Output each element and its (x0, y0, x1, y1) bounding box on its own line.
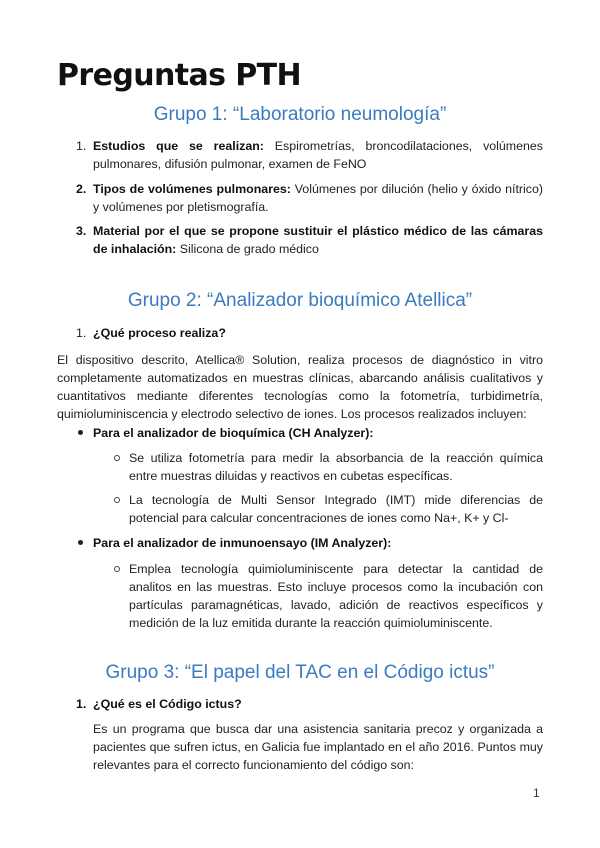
group1-item-3 (93, 222, 543, 258)
group3-answer: Es un programa que busca dar una asistencia sanitaria precoz y organizada a pacientes que sufren ictus, en Galicia fue implantado en el año 2016. Puntos muy relevantes para el correcto funcionamiento del código son: (93, 722, 543, 772)
group1-heading: Grupo 1: “Laboratorio neumología” (153, 104, 447, 125)
group2-bullet-2-sub-1: Emplea tecnología quimioluminiscente para detectar la cantidad de analitos en las muestras. Esto incluye procesos como la incubación con partículas paramagnéticas, lavado, adición de reactivos específicos y medición de la luz emitida durante la reacción quimioluminiscente. (129, 562, 543, 630)
group2-bullet-2-label: Para el analizador de inmunoensayo (IM Analyzer): (93, 536, 392, 550)
group1-item-2-label: Tipos de volúmenes pulmonares: (93, 182, 291, 196)
group1-item-2-text: Volúmenes por dilución (helio y óxido nítrico) y volúmenes por pletismografía. (93, 182, 543, 214)
group2-intro: El dispositivo descrito, Atellica® Solution, realiza procesos de diagnóstico in vitro completamente automatizados en muestras clínicas, abarcando análisis cualitativos y cuantitativos mediante diferentes tecnologías como la fotometría, turbidimetría, quimioluminiscencia y electrodo selectivo de iones. Los procesos realizados incluyen: (57, 353, 543, 421)
group3-question-number: 1. (76, 697, 87, 711)
group1-item-1-text: Espirometrías, broncodilataciones, volúmenes pulmonares, difusión pulmonar, examen de FeNO (93, 139, 543, 171)
group2-question: ¿Qué proceso realiza? (93, 326, 226, 340)
circle-bullet-icon (114, 455, 120, 461)
circle-bullet-icon (114, 566, 120, 572)
group3-heading: Grupo 3: “El papel del TAC en el Código ictus” (105, 662, 495, 683)
group1-item-1-label: Estudios que se realizan: (93, 139, 264, 153)
bullet-icon (78, 430, 83, 435)
group1-item-1 (93, 137, 543, 173)
group1-item-3-text: Silicona de grado médico (176, 242, 319, 256)
group1-item-3-number: 3. (76, 224, 87, 238)
bullet-icon (78, 540, 83, 545)
group2-bullet-1-label: Para el analizador de bioquímica (CH Analyzer): (93, 426, 374, 440)
group2-question-number: 1. (76, 326, 87, 340)
group1-item-1-number: 1. (76, 139, 87, 153)
document-title: Preguntas PTH (57, 58, 301, 93)
page-number: 1 (533, 786, 540, 800)
group2-heading: Grupo 2: “Analizador bioquímico Atellica” (127, 290, 473, 311)
group1-item-3-label: Material por el que se propone sustituir el plástico médico de las cámaras de inhalación: (93, 224, 543, 256)
circle-bullet-icon (114, 497, 120, 503)
group1-item-2-number: 2. (76, 182, 87, 196)
group1-item-2 (93, 180, 543, 216)
group2-bullet-1-sub-2: La tecnología de Multi Sensor Integrado (IMT) mide diferencias de potencial para calcular concentraciones de iones como Na+, K+ y Cl- (129, 493, 543, 525)
group2-bullet-1-sub-1: Se utiliza fotometría para medir la absorbancia de la reacción química entre muestras diluidas y reactivos en cubetas específicas. (129, 451, 543, 483)
group3-question: ¿Qué es el Código ictus? (93, 697, 242, 711)
